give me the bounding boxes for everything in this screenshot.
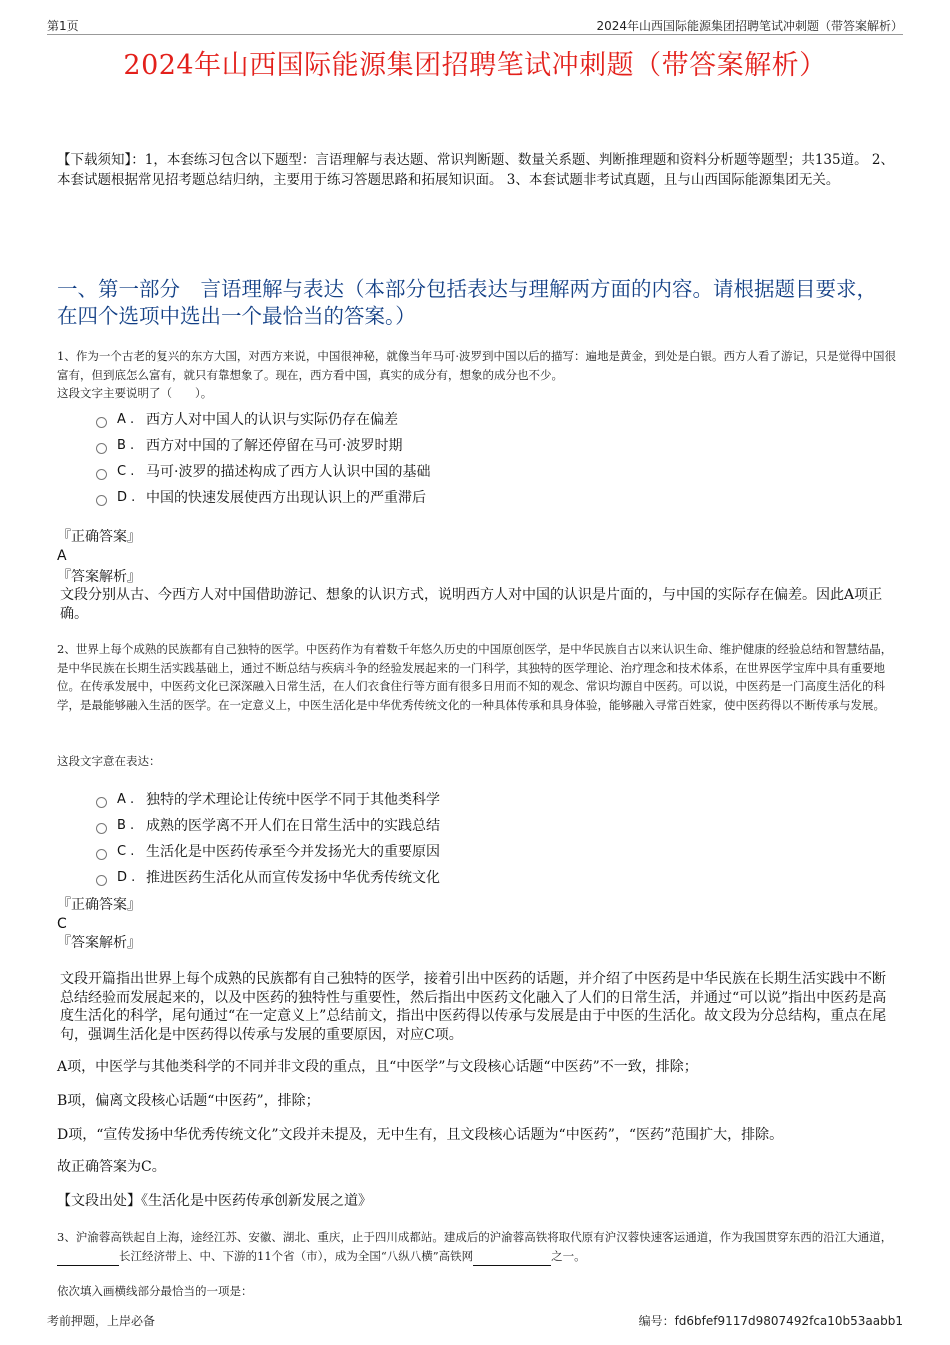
q1-analysis: 文段分别从古、今西方人对中国借助游记、想象的认识方式，说明西方人对中国的认识是片面的，与中国的实际存在偏差。因此A项正确。 [60,587,883,622]
radio-icon[interactable] [96,875,107,886]
q2-answer: C [57,916,67,932]
radio-icon[interactable] [96,495,107,506]
q2-option-b-note: B项，偏离文段核心话题“中医药”，排除； [57,1093,320,1109]
radio-icon[interactable] [96,849,107,860]
q2-option-c[interactable]: C . 生活化是中医药传承至今并发扬光大的重要原因 [96,838,856,864]
q1-answer: A [57,548,67,564]
q2-option-a-note: A项，中医学与其他类科学的不同并非文段的重点，且“中医学”与文段核心话题“中医药”不一致，排除； [57,1059,698,1075]
footer-doc-id: 编号：fd6bfef9117d9807492fca10b53aabb1 [638,1314,903,1328]
q2-source: 【文段出处】《生活化是中医药传承创新发展之道》 [57,1193,372,1209]
radio-icon[interactable] [96,443,107,454]
q2-analysis: 文段开篇指出世界上每个成熟的民族都有自己独特的医学，接着引出中医药的话题，并介绍了中医药是中华民族在长期生活实践中不断总结经验而发展起来的，以及中医药的独特性与重要性，然后指出中医药文化融入了人们的日常生活，并通过“可以说”指出中医药是高度生活化的科学，尾句通过“在一定意义上”总结前文，指出中医药得以传承与发展是由于中医的生活化。故文段为分总结构，重点在尾句，强调生活化是中医药得以传承与发展的重要原因，对应C项。 [60,971,887,1043]
q2-analysis-label: 『答案解析』 [57,935,141,951]
radio-icon[interactable] [96,823,107,834]
radio-icon[interactable] [96,469,107,480]
q2-option-d-note: D项，“宣传发扬中华优秀传统文化”文段并未提及，无中生有，且文段核心话题为“中医药”，“医药”范围扩大，排除。 [57,1127,784,1143]
fill-blank-2[interactable] [473,1247,551,1267]
header-doc-title: 2024年山西国际能源集团招聘笔试冲刺题（带答案解析） [596,19,903,33]
q1-option-c[interactable]: C . 马可·波罗的描述构成了西方人认识中国的基础 [96,458,856,484]
fill-blank-1[interactable] [57,1247,119,1267]
q1-stem-text: 1、作为一个古老的复兴的东方大国，对西方来说，中国很神秘，就像当年马可·波罗到中国以后的描写：遍地是黄金，到处是白银。西方人看了游记，只是觉得中国很富有，但到底怎么富有，就只有靠想象了。现在，西方看中国，真实的成分有，想象的成分也不少。 [57,349,896,382]
page-header [47,14,903,35]
q1-correct-answer-label: 『正确答案』 [57,529,141,545]
section-heading: 一、第一部分 言语理解与表达（本部分包括表达与理解两方面的内容。请根据题目要求，在四个选项中选出一个最恰当的答案。） [57,277,877,328]
question-1-stem [57,347,897,403]
question-3-stem: 3、沪渝蓉高铁起自上海，途经江苏、安徽、湖北、重庆，止于四川成都站。建成后的沪渝蓉高铁将取代原有沪汉蓉快速客运通道，作为我国贯穿东西的沿江大通道， 长江经济带上、中、下游的11个省（市），成为全国“八纵八横”高铁网 之一。 [57,1228,897,1266]
page-footer [47,1312,903,1329]
question-2-prompt: 这段文字意在表达： [57,754,161,768]
question-1-options [96,406,856,510]
q1-prompt: 这段文字主要说明了（ ）。 [57,386,213,400]
q1-analysis-label: 『答案解析』 [57,569,141,585]
radio-icon[interactable] [96,417,107,428]
question-3-prompt: 依次填入画横线部分最恰当的一项是： [57,1284,253,1298]
q2-correct-answer-label: 『正确答案』 [57,897,141,913]
q1-option-b[interactable]: B . 西方对中国的了解还停留在马可·波罗时期 [96,432,856,458]
q1-option-d[interactable]: D . 中国的快速发展使西方出现认识上的严重滞后 [96,484,856,510]
question-2-stem: 2、世界上每个成熟的民族都有自己独特的医学。中医药作为有着数千年悠久历史的中国原创医学，是中华民族自古以来认识生命、维护健康的经验总结和智慧结晶，是中华民族在长期生活实践基础上，通过不断总结与疾病斗争的经验发展起来的一门科学，其独特的医学理论、治疗理念和技术体系，在世界医学宝库中具有重要地位。在传承发展中，中医药文化已深深融入日常生活，在人们衣食住行等方面有很多日用而不知的观念、常识均源自中医药。可以说，中医药是一门高度生活化的科学，是最能够融入生活的医学。在一定意义上，中医生活化是中华优秀传统文化的一种具体传承和具身体验，能够融入寻常百姓家，使中医药得以不断传承与发展。 [57,642,893,712]
footer-slogan: 考前押题，上岸必备 [47,1314,156,1328]
question-2-options [96,786,856,890]
page-title: 2024年山西国际能源集团招聘笔试冲刺题（带答案解析） [123,50,827,81]
page-number: 第1页 [47,19,79,33]
q2-option-b[interactable]: B . 成熟的医学离不开人们在日常生活中的实践总结 [96,812,856,838]
q2-option-a[interactable]: A . 独特的学术理论让传统中医学不同于其他类科学 [96,786,856,812]
q2-conclusion: 故正确答案为C。 [57,1159,166,1175]
q1-option-a[interactable]: A . 西方人对中国人的认识与实际仍存在偏差 [96,406,856,432]
radio-icon[interactable] [96,797,107,808]
download-notice: 【下载须知】：1，本套练习包含以下题型：言语理解与表达题、常识判断题、数量关系题、判断推理题和资料分析题等题型；共135道。 2、本套试题根据常见招考题总结归纳，主要用于练习答题思路和拓展知识面。 3、本套试题非考试真题，且与山西国际能源集团无关。 [57,152,894,188]
q2-option-d[interactable]: D . 推进医药生活化从而宣传发扬中华优秀传统文化 [96,864,856,890]
